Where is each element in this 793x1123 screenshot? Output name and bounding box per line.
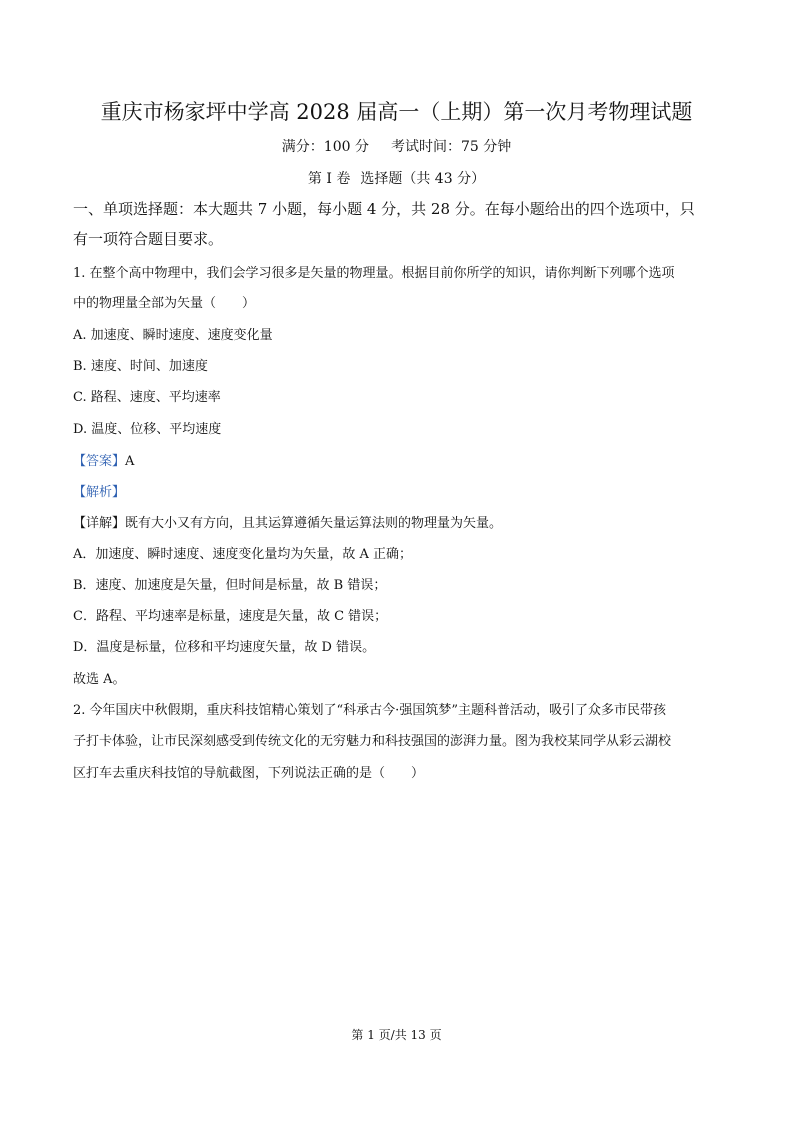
analysis-label: 【解析】 — [73, 485, 126, 500]
question2-line1: 2. 今年国庆中秋假期，重庆科技馆精心策划了“科承古今·强国筑梦”主题科普活动，吸引了众多市民带孩 — [73, 703, 666, 718]
question2-line2: 子打卡体验，让市民深刻感受到传统文化的无穷魅力和科技强国的澎湃力量。图为我校某同学从彩云湖校 — [73, 734, 672, 749]
exam-time: 考试时间：75 分钟 — [390, 139, 512, 155]
option-b: B. 速度、时间、加速度 — [73, 359, 208, 374]
detail-line: 【详解】既有大小又有方向，且其运算遵循矢量运算法则的物理量为矢量。 — [73, 516, 503, 531]
full-score: 满分：100 分 — [281, 139, 369, 155]
page-title: 重庆市杨家坪中学高 2028 届高一（上期）第一次月考物理试题 — [100, 100, 693, 124]
question1-stem-line2: 中的物理量全部为矢量（ ） — [73, 296, 256, 311]
answer-label: 【答案】 — [73, 454, 126, 469]
answer-value: A — [125, 454, 135, 469]
explanation-a: A．加速度、瞬时速度、速度变化量均为矢量，故 A 正确； — [73, 547, 413, 562]
volume-label: 第 I 卷 — [307, 171, 351, 187]
answer-line — [73, 450, 134, 469]
page-footer: 第 1 页/共 13 页 — [351, 1028, 442, 1042]
option-c: C. 路程、速度、平均速率 — [73, 390, 221, 405]
explanation-c: C．路程、平均速率是标量，速度是矢量，故 C 错误； — [73, 609, 388, 624]
explanation-b: B．速度、加速度是矢量，但时间是标量，故 B 错误； — [73, 578, 387, 593]
question2-line3: 区打车去重庆科技馆的导航截图，下列说法正确的是（ ） — [73, 766, 425, 781]
exam-info — [0, 136, 793, 156]
option-d: D. 温度、位移、平均速度 — [73, 422, 222, 437]
option-a: A. 加速度、瞬时速度、速度变化量 — [73, 328, 273, 343]
conclusion: 故选 A。 — [73, 672, 126, 687]
volume-heading — [0, 168, 793, 188]
section-heading-line2: 有一项符合题目要求。 — [73, 230, 224, 248]
explanation-d: D．温度是标量，位移和平均速度矢量，故 D 错误。 — [73, 640, 376, 655]
section-heading-line1: 一、单项选择题：本大题共 7 小题，每小题 4 分，共 28 分。在每小题给出的四个选项中，只 — [73, 200, 695, 218]
question1-stem-line1: 1. 在整个高中物理中，我们会学习很多是矢量的物理量。根据目前你所学的知识，请你判断下列哪个选项 — [73, 266, 675, 281]
volume-title: 选择题（共 43 分） — [360, 171, 486, 187]
